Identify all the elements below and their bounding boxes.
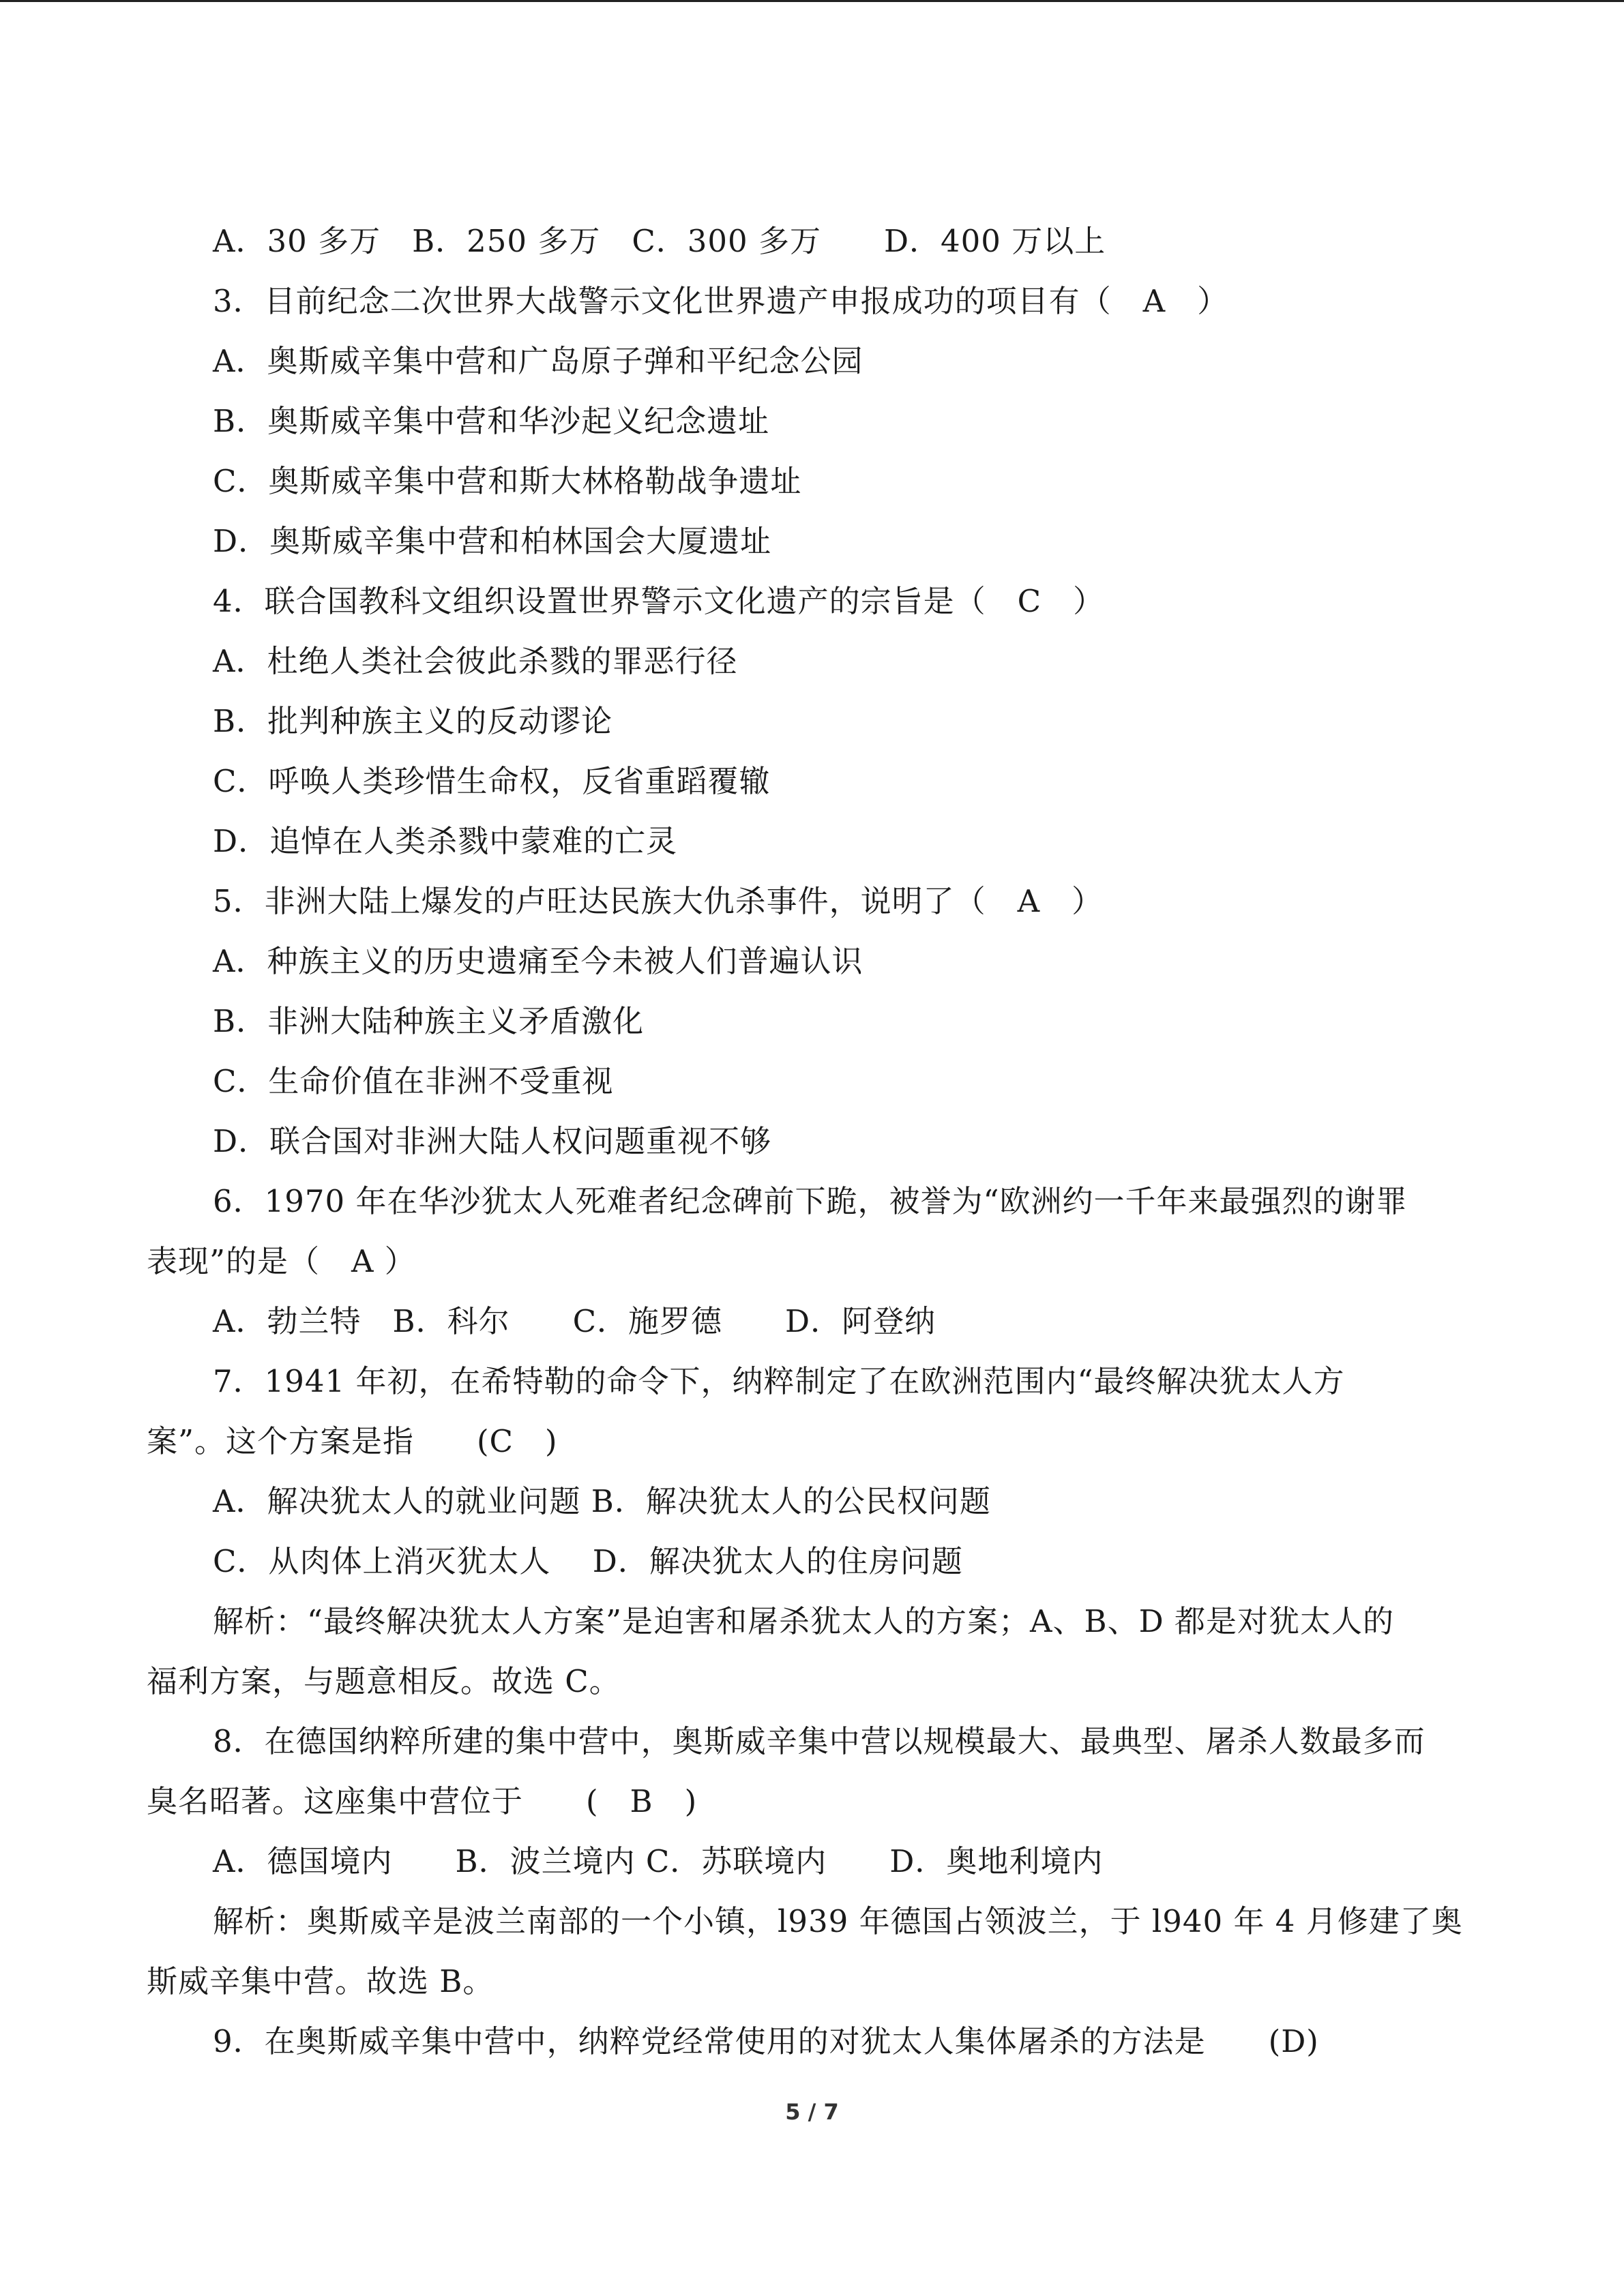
text-line: A．杜绝人类社会彼此杀戮的罪恶行径 <box>213 643 738 679</box>
text-line: 3．目前纪念二次世界大战警示文化世界遗产申报成功的项目有（ A ） <box>213 283 1229 319</box>
text-line: C．奥斯威辛集中营和斯大林格勒战争遗址 <box>213 463 802 499</box>
text-line: 8．在德国纳粹所建的集中营中，奥斯威辛集中营以规模最大、最典型、屠杀人数最多而 <box>213 1723 1426 1759</box>
text-line: C．生命价值在非洲不受重视 <box>213 1063 614 1099</box>
text-line: C．呼唤人类珍惜生命权，反省重蹈覆辙 <box>213 763 771 799</box>
text-line: 表现”的是（ A ） <box>147 1243 416 1279</box>
text-line: 6．1970 年在华沙犹太人死难者纪念碑前下跪，被誉为“欧洲约一千年来最强烈的谢罪 <box>213 1183 1408 1219</box>
text-line: A．30 多万 B．250 多万 C．300 多万 D．400 万以上 <box>213 223 1106 259</box>
text-line: B．奥斯威辛集中营和华沙起义纪念遗址 <box>213 403 770 439</box>
page-number: 5 / 7 <box>785 2099 839 2125</box>
text-line: 解析：奥斯威辛是波兰南部的一个小镇，l939 年德国占领波兰，于 l940 年 4 月修建了奥 <box>213 1903 1463 1939</box>
text-line: 7．1941 年初，在希特勒的命令下，纳粹制定了在欧洲范围内“最终解决犹太人方 <box>213 1363 1345 1399</box>
text-line: B．批判种族主义的反动谬论 <box>213 703 613 739</box>
text-line: A．德国境内 B．波兰境内 C．苏联境内 D．奥地利境内 <box>213 1843 1104 1879</box>
text-line: D．联合国对非洲大陆人权问题重视不够 <box>213 1123 772 1159</box>
text-line: D．奥斯威辛集中营和柏林国会大厦遗址 <box>213 523 772 559</box>
text-line: 9．在奥斯威辛集中营中，纳粹党经常使用的对犹太人集体屠杀的方法是 (D) <box>213 2023 1319 2059</box>
text-line: 斯威辛集中营。故选 B。 <box>147 1963 494 1999</box>
text-line: A．勃兰特 B．科尔 C．施罗德 D．阿登纳 <box>213 1303 936 1339</box>
text-line: 臭名昭著。这座集中营位于 ( B ) <box>147 1783 698 1819</box>
text-line: 福利方案，与题意相反。故选 C。 <box>147 1663 621 1699</box>
document-body <box>147 211 1477 2072</box>
text-line: A．解决犹太人的就业问题 B．解决犹太人的公民权问题 <box>213 1483 991 1519</box>
text-line: C．从肉体上消灭犹太人 D．解决犹太人的住房问题 <box>213 1543 963 1579</box>
text-line: 5．非洲大陆上爆发的卢旺达民族大仇杀事件，说明了（ A ） <box>213 883 1104 919</box>
text-line: 解析：“最终解决犹太人方案”是迫害和屠杀犹太人的方案；A、B、D 都是对犹太人的 <box>213 1603 1394 1639</box>
top-border-line <box>0 0 1624 2</box>
text-line: 4．联合国教科文组织设置世界警示文化遗产的宗旨是（ C ） <box>213 583 1105 619</box>
text-line: D．追悼在人类杀戮中蒙难的亡灵 <box>213 823 678 859</box>
text-line: 案”。这个方案是指 (C ) <box>147 1423 558 1459</box>
text-line: B．非洲大陆种族主义矛盾激化 <box>213 1003 645 1039</box>
text-line: A．种族主义的历史遗痛至今未被人们普遍认识 <box>213 943 863 979</box>
text-line: A．奥斯威辛集中营和广岛原子弹和平纪念公园 <box>213 343 863 379</box>
